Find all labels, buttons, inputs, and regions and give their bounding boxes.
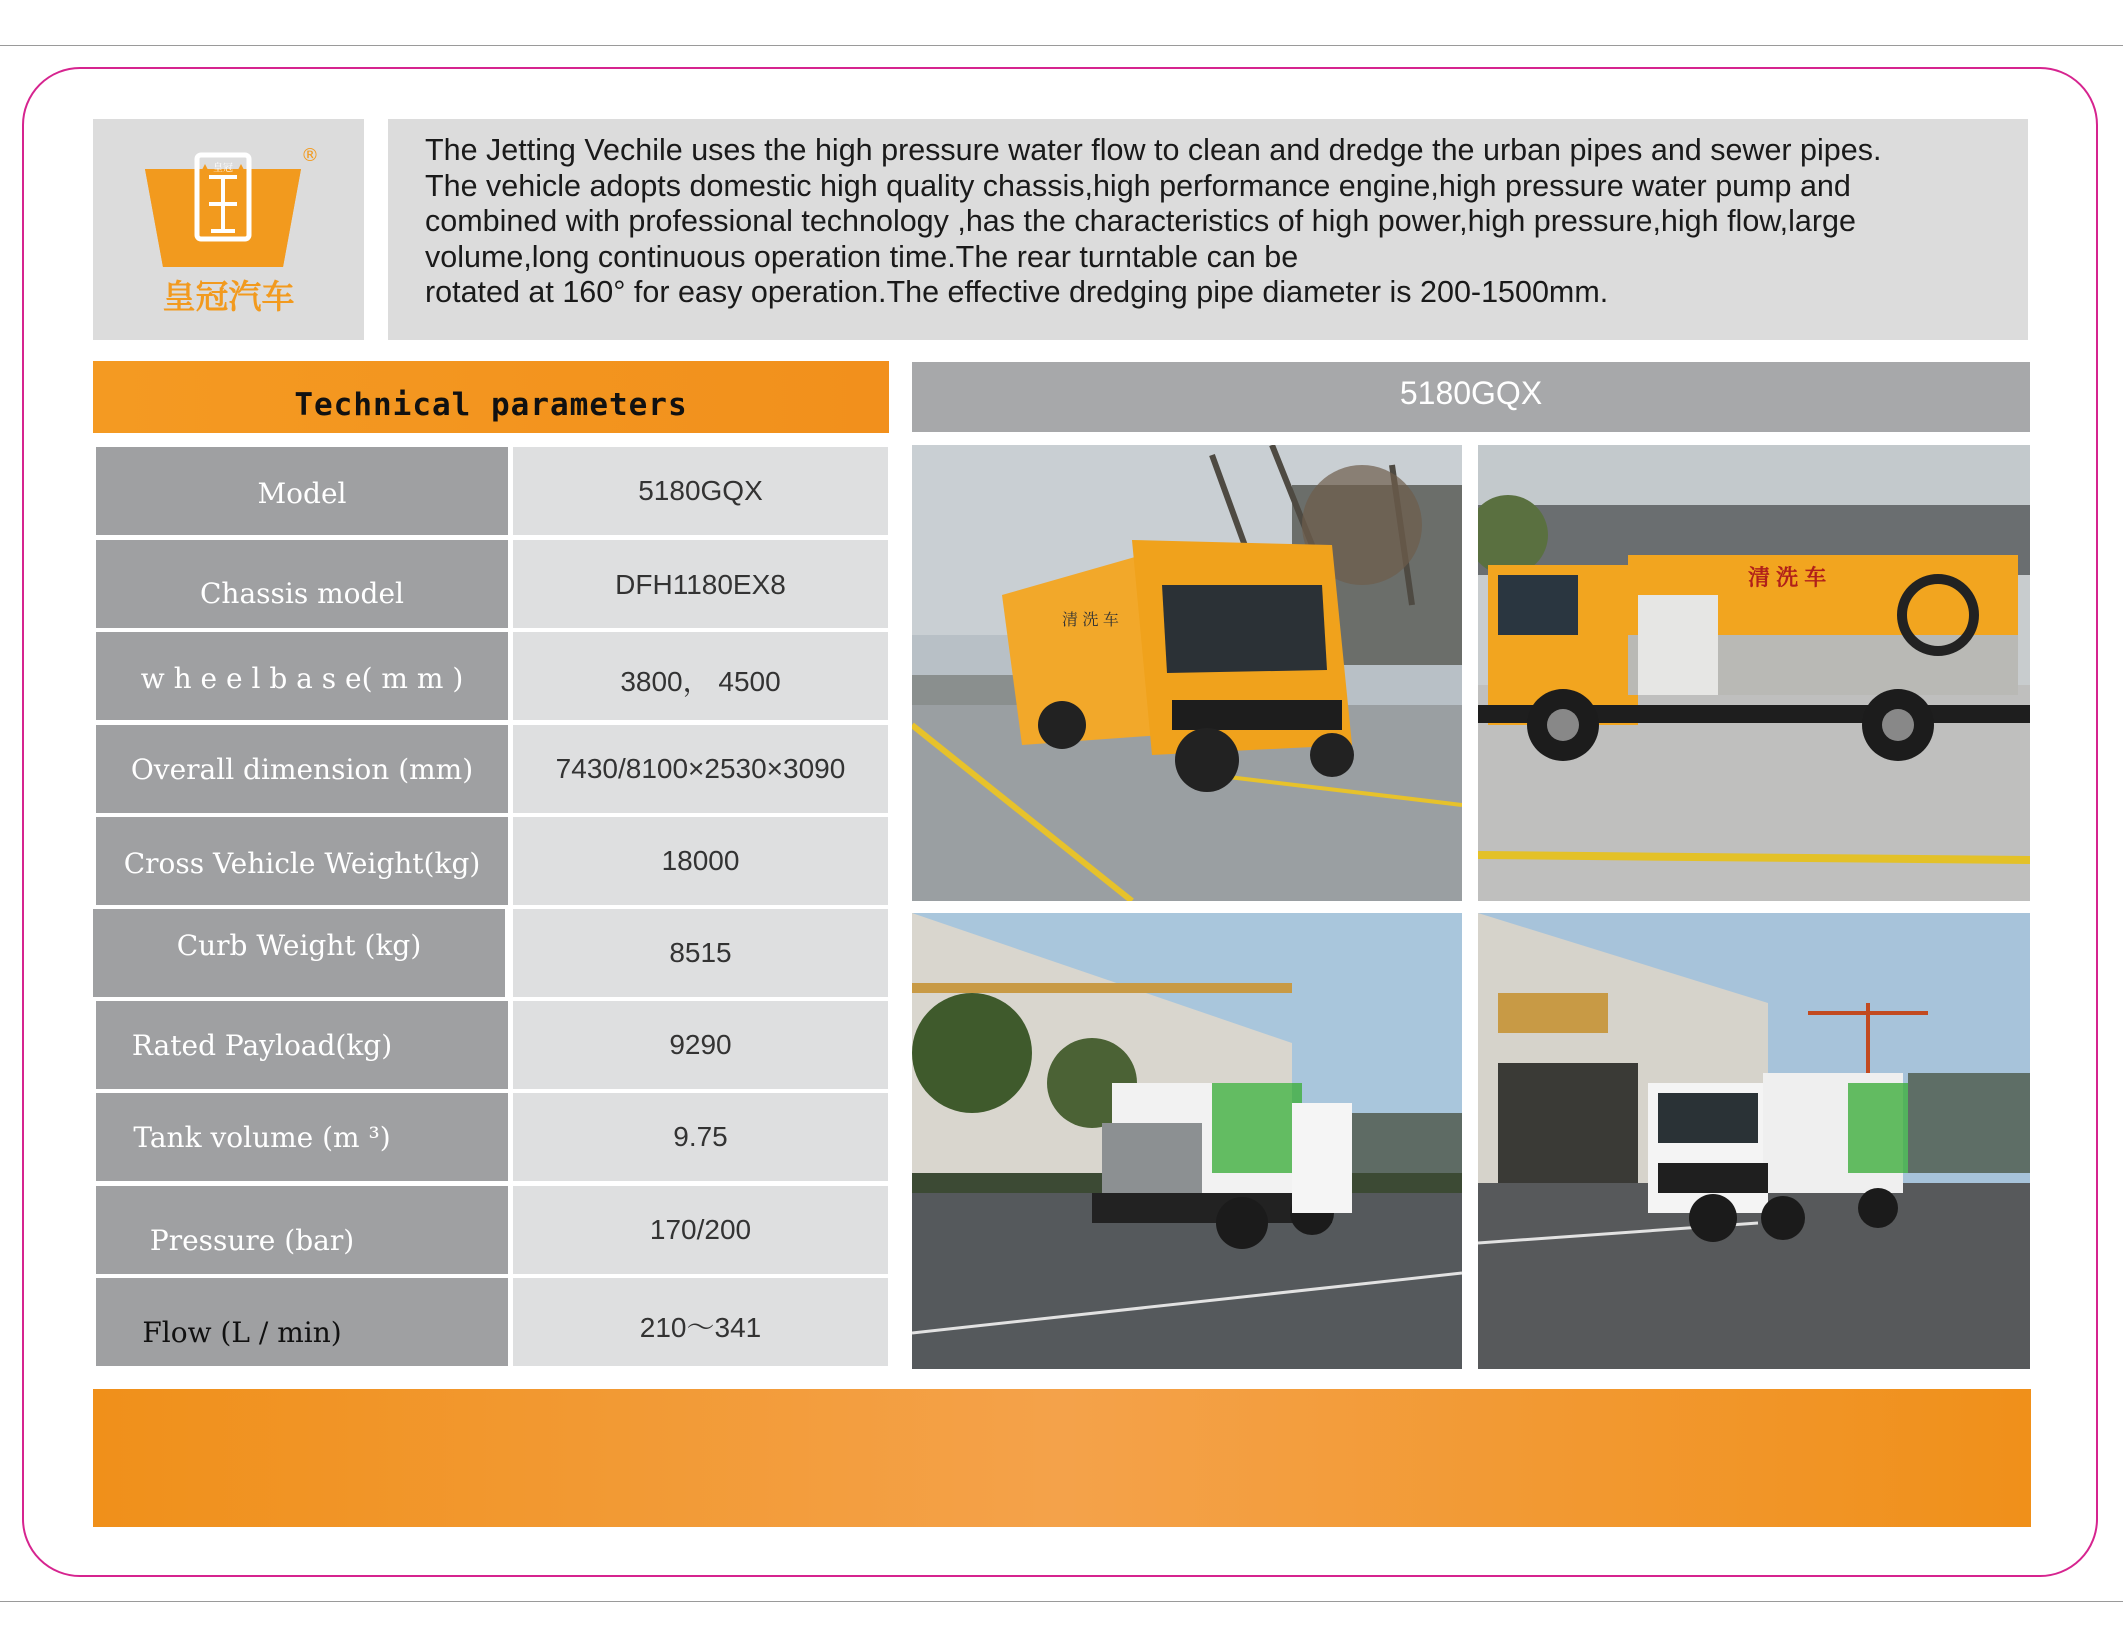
spec-value-cell	[513, 1001, 888, 1089]
spec-value-cell	[513, 725, 888, 813]
spec-value: 9.75	[673, 1121, 728, 1152]
spec-value: 3800， 4500	[620, 666, 781, 697]
spec-value: 8515	[669, 937, 732, 968]
spec-label: Tank volume (m ³)	[133, 1121, 391, 1154]
intro-line: rotated at 160° for easy operation.The effective dredging pipe diameter is 200-1500mm.	[425, 275, 1609, 309]
spec-value: 18000	[661, 845, 740, 876]
spec-value-cell	[513, 1093, 888, 1181]
footer-band	[93, 1389, 2031, 1527]
spec-value-cell	[513, 447, 888, 535]
gallery-model-title: 5180GQX	[1399, 375, 1543, 411]
spec-label-cell	[96, 632, 508, 720]
spec-label-cell	[96, 725, 508, 813]
spec-label: w h e e l b a s e( m m )	[140, 662, 464, 695]
table-row	[93, 632, 889, 720]
spec-value-cell	[513, 540, 888, 628]
spec-label: Model	[257, 477, 347, 510]
table-row	[93, 1186, 889, 1274]
table-row	[93, 909, 889, 997]
tech-params-title: Technical parameters	[294, 387, 688, 423]
brand-name-cn: 皇冠汽车	[162, 277, 295, 316]
spec-value: 7430/8100×2530×3090	[555, 753, 846, 784]
svg-text:清 洗 车: 清 洗 车	[1062, 612, 1119, 629]
spec-label-cell	[96, 447, 508, 535]
intro-line: combined with professional technology ,has the characteristics of high power,high pressure,high flow,large	[425, 204, 1856, 238]
spec-value: 210～341	[639, 1312, 762, 1343]
spec-value: 9290	[669, 1029, 732, 1060]
table-row	[93, 817, 889, 905]
svg-text:清 洗 车: 清 洗 车	[1748, 565, 1827, 590]
intro-line: The Jetting Vechile uses the high pressure water flow to clean and dredge the urban pipes and sewer pipes.	[425, 133, 1882, 167]
svg-text:皇冠: 皇冠	[213, 163, 233, 174]
spec-value: 170/200	[649, 1214, 752, 1245]
table-row	[93, 1001, 889, 1089]
spec-label-cell	[96, 1186, 508, 1274]
spec-label: Cross Vehicle Weight(kg)	[123, 847, 481, 880]
spec-label-cell	[96, 540, 508, 628]
spec-label-cell	[96, 1001, 508, 1089]
spec-label: Pressure (bar)	[149, 1224, 355, 1257]
spec-label-cell	[96, 1278, 508, 1366]
spec-value-cell	[513, 817, 888, 905]
intro-line: volume,long continuous operation time.The rear turntable can be	[425, 239, 1299, 274]
gallery-header	[912, 362, 2030, 432]
spec-label: Flow (L / min)	[142, 1316, 342, 1349]
spec-label-cell	[96, 817, 508, 905]
spec-label: Curb Weight (kg)	[176, 929, 422, 962]
spec-label: Overall dimension (mm)	[130, 753, 474, 786]
spec-value-cell	[513, 1186, 888, 1274]
tech-params-header	[93, 361, 889, 433]
brand-name-en: HUANGGUAN	[180, 256, 277, 271]
spec-label: Rated Payload(kg)	[131, 1029, 393, 1062]
white-truck-front-photo	[1478, 913, 2030, 1369]
intro-description	[388, 119, 2028, 340]
spec-label-cell	[96, 1093, 508, 1181]
table-row	[93, 725, 889, 813]
table-row	[93, 1278, 889, 1366]
intro-line: The vehicle adopts domestic high quality chassis,high performance engine,high pressure water pump and	[425, 168, 1851, 203]
table-row	[93, 447, 889, 535]
table-row	[93, 540, 889, 628]
orange-truck-side-photo	[1478, 445, 2030, 901]
orange-truck-front-photo	[912, 445, 1462, 901]
white-truck-rear-photo	[912, 913, 1462, 1369]
spec-label: Chassis model	[200, 577, 404, 610]
spec-value-cell	[513, 909, 888, 997]
spec-value-cell	[513, 632, 888, 720]
table-row	[93, 1093, 889, 1181]
spec-value-cell	[513, 1278, 888, 1366]
spec-value: 5180GQX	[638, 475, 763, 506]
svg-text:®: ®	[301, 145, 319, 166]
brand-logo	[93, 119, 364, 340]
spec-value: DFH1180EX8	[615, 569, 786, 600]
spec-label-cell	[93, 909, 505, 997]
